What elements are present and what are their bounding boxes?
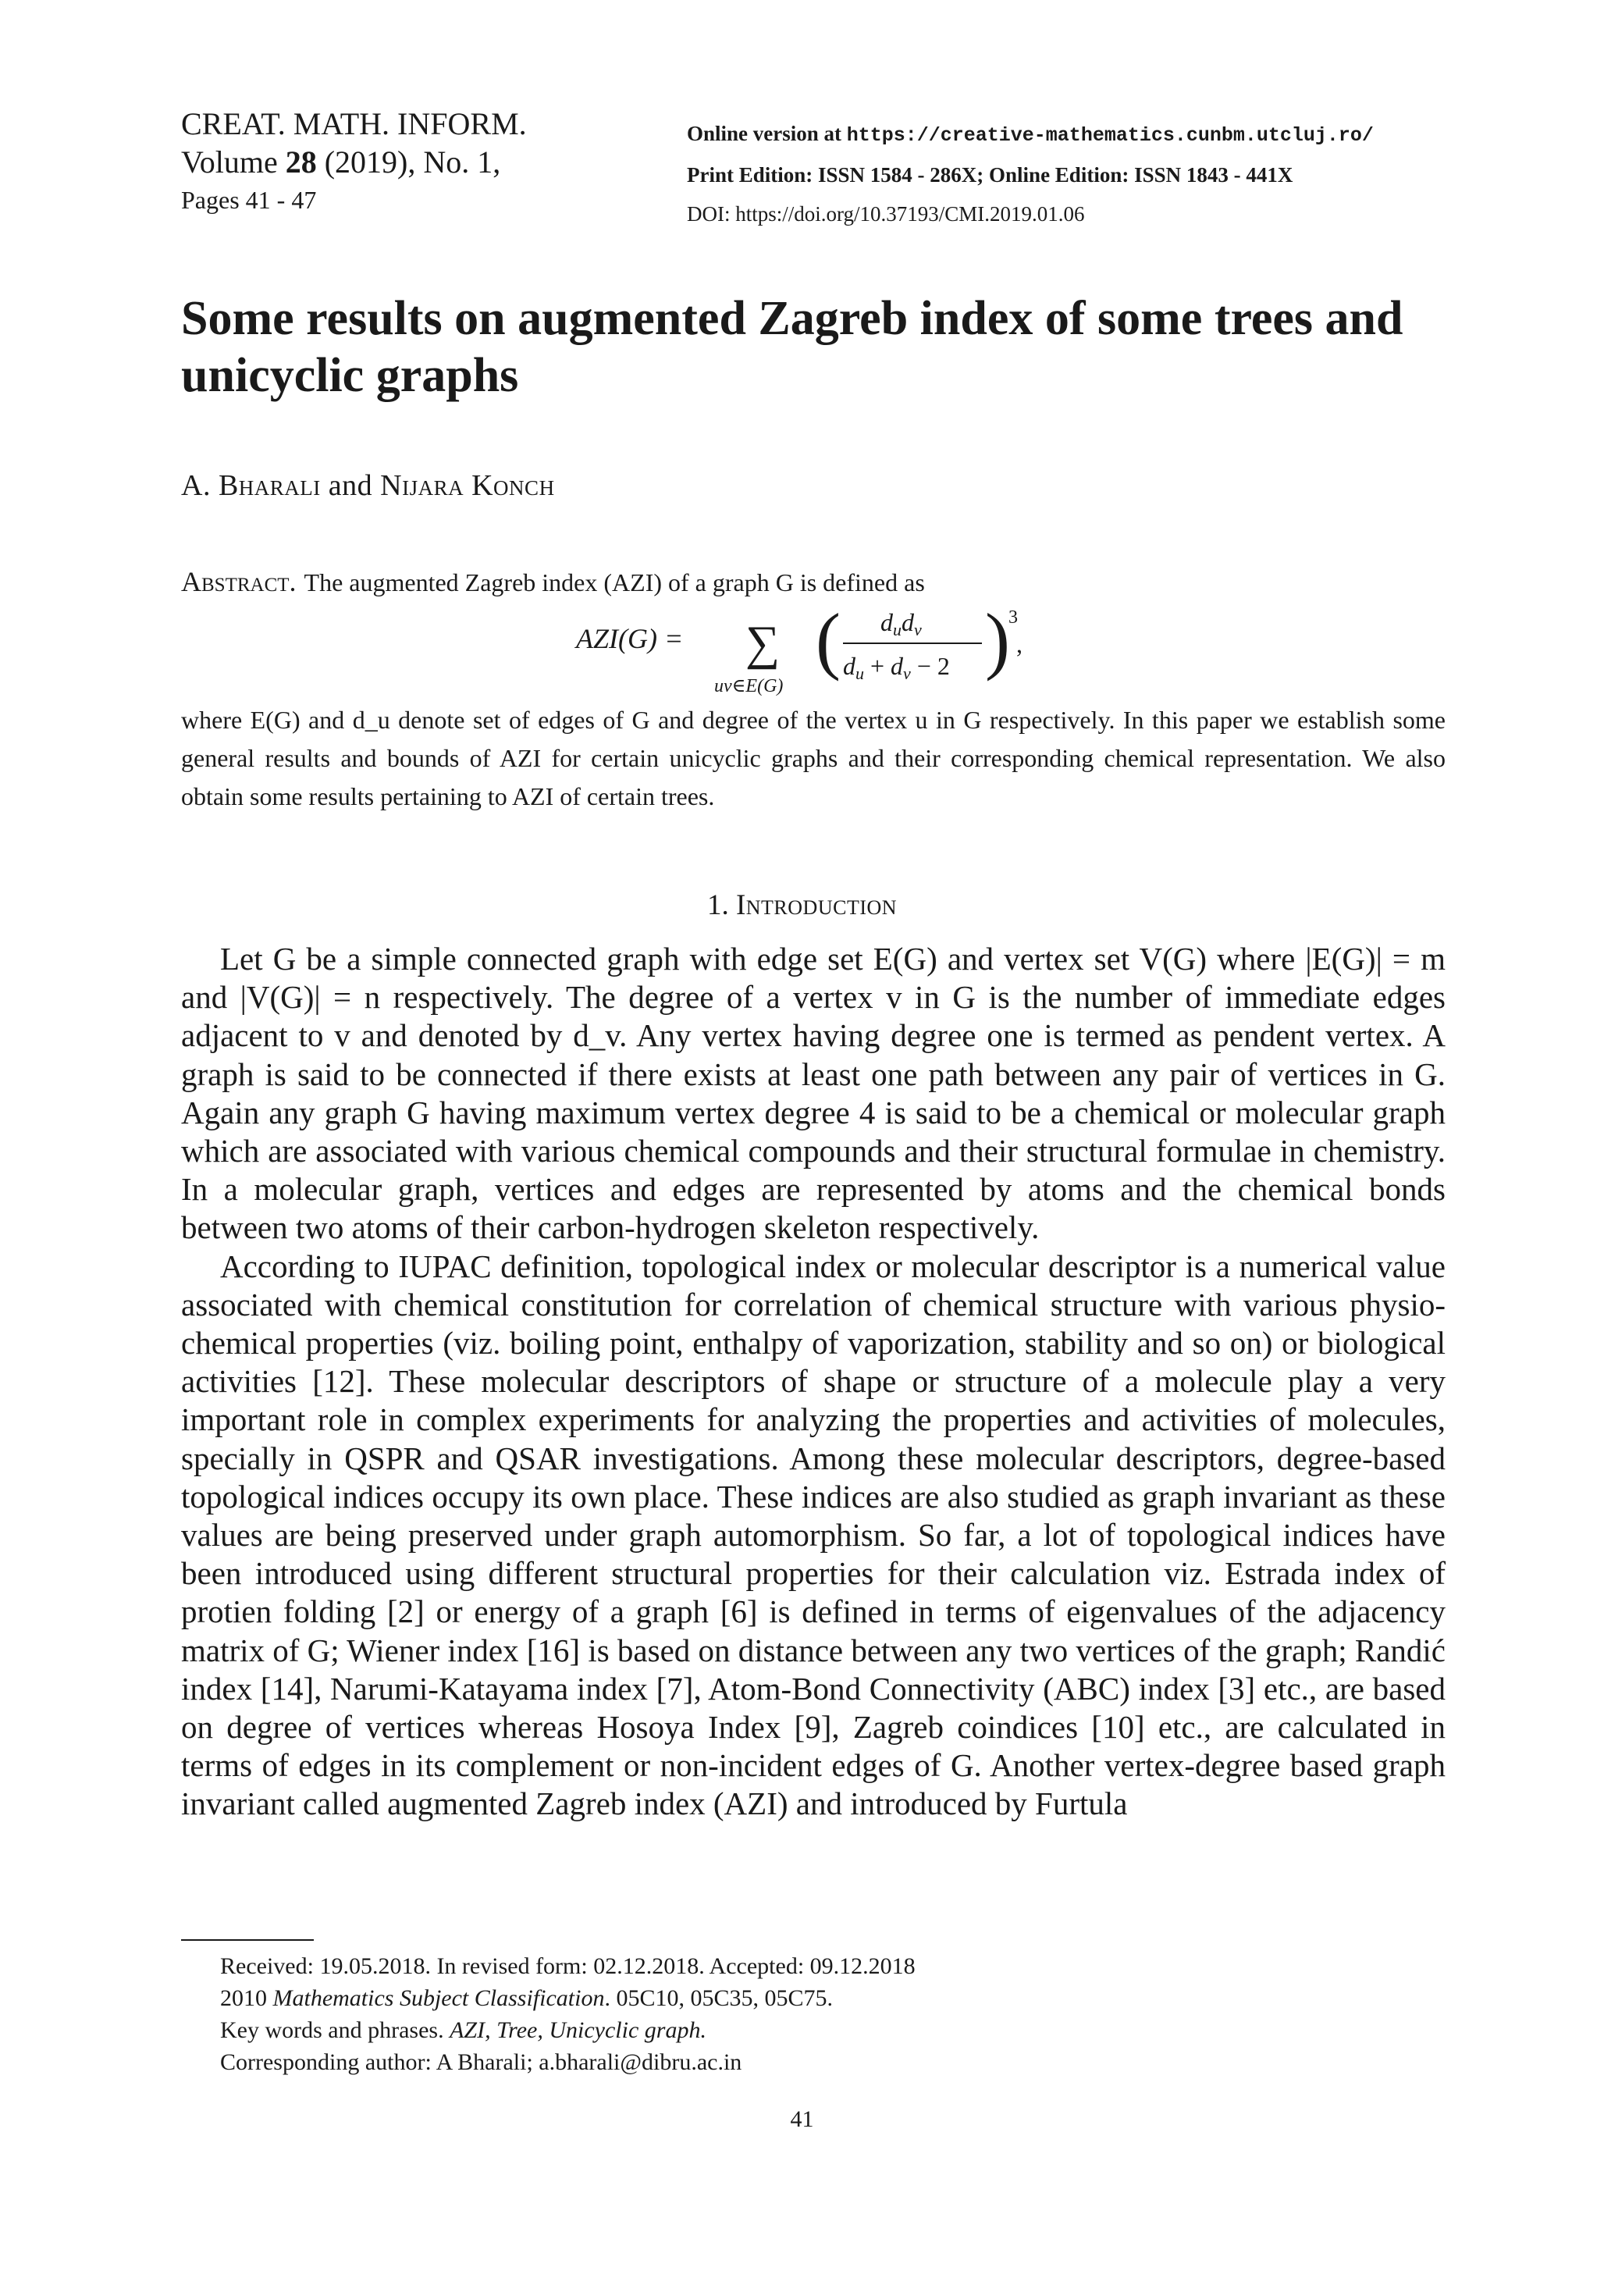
doi-line[interactable]: DOI: https://doi.org/10.37193/CMI.2019.01.06 [687, 202, 1085, 226]
msc-classification: 2010 Mathematics Subject Classification. 05C10, 05C35, 05C75. [220, 1985, 833, 2011]
formula-sum-sub: uv∈E(G) [714, 676, 784, 696]
received-dates: Received: 19.05.2018. In revised form: 02.12.2018. Accepted: 09.12.2018 [220, 1953, 916, 1979]
journal-pages: Pages 41 - 47 [181, 186, 317, 214]
online-url-link[interactable]: https://creative-mathematics.cunbm.utcluj.ro/ [846, 124, 1374, 147]
author-konch: Nijara Konch [380, 469, 555, 502]
author-bharali: Bharali [218, 469, 321, 502]
section-heading: 1. Introduction [706, 889, 898, 921]
keywords: Key words and phrases. AZI, Tree, Unicyclic graph. [220, 2017, 706, 2043]
footnote-rule [181, 1939, 314, 1941]
journal-header [181, 105, 527, 219]
abstract-body: where E(G) and d_u denote set of edges of G and degree of the vertex u in G respectively. In this paper we establish some general results and bounds of AZI for certain unicyclic graphs and their corresponding chemical representation. We also obtain some results pertaining to AZI of certain trees. [181, 706, 1446, 810]
abstract-intro [181, 565, 925, 598]
formula-trailing: , [1016, 630, 1023, 658]
paper-title: Some results on augmented Zagreb index of some trees and unicyclic graphs [181, 292, 1403, 402]
sum-symbol: ∑ [745, 617, 781, 670]
formula-exponent: 3 [1008, 609, 1018, 628]
formula-numerator: dudv [880, 609, 922, 639]
abstract-first-line: The augmented Zagreb index (AZI) of a graph G is defined as [304, 568, 925, 596]
introduction-body [181, 940, 1446, 1824]
authors: A. Bharali and Nijara Konch [181, 469, 555, 502]
footnotes [220, 1950, 916, 2078]
page-number: 41 [790, 2106, 814, 2132]
left-paren: ( [816, 609, 841, 682]
paragraph: Let G be a simple connected graph with edge set E(G) and vertex set V(G) where |E(G)| = m and |V(G)| = n respectively. The degree of a vertex v in G is the number of immediate edges adjacent to v and denoted by d_v. Any vertex having degree one is termed as pendent vertex. A graph is said to be connected if there exists at least one path between any pair of vertices in G. Again any graph G having maximum vertex degree 4 is said to be a chemical or molecular graph which are associated with various chemical compounds and their structural formulae in chemistry. In a molecular graph, vertices and edges are represented by atoms and the chemical bonds between two atoms of their carbon-hydrogen skeleton respectively. [181, 941, 1446, 1246]
publication-info [687, 114, 1374, 233]
formula-lhs: AZI(G) = [576, 623, 684, 654]
journal-name: CREAT. MATH. INFORM. [181, 106, 527, 141]
corresponding-author: Corresponding author: A Bharali; a.bharali@dibru.ac.in [220, 2049, 742, 2075]
right-paren: ) [985, 609, 1010, 682]
azi-formula [0, 609, 1604, 703]
issn-line: Print Edition: ISSN 1584 - 286X; Online Edition: ISSN 1843 - 441X [687, 163, 1293, 187]
formula-denominator: du + dv − 2 [843, 652, 950, 683]
abstract-label: Abstract. [181, 566, 297, 597]
journal-volume: Volume 28 (2019), No. 1, [181, 144, 501, 180]
paragraph: According to IUPAC definition, topological index or molecular descriptor is a numerical value associated with chemical constitution for correlation of chemical structure with various physio-chemical properties (viz. boiling point, enthalpy of vaporization, stability and so on) or biological activities [12]. These molecular descriptors of shape or structure of a molecule play a very important role in complex experiments for analyzing the properties and activities of molecules, specially in QSPR and QSAR investigations. Among these molecular descriptors, degree-based topological indices occupy its own place. These indices are also studied as graph invariant as these values are being preserved under graph automorphism. So far, a lot of topological indices have been introduced using different structural properties for their calculation viz. Estrada index of protien folding [2] or energy of a graph [6] is defined in terms of eigenvalues of the adjacency matrix of G; Wiener index [16] is based on distance between any two vertices of the graph; Randić index [14], Narumi-Katayama index [7], Atom-Bond Connectivity (ABC) index [3] etc., are based on degree of vertices whereas Hosoya Index [9], Zagreb coindices [10] etc., are calculated in terms of edges in its complement or non-incident edges of G. Another vertex-degree based graph invariant called augmented Zagreb index (AZI) and introduced by Furtula [181, 1248, 1446, 1822]
online-version: Online version at https://creative-mathematics.cunbm.utcluj.ro/ [687, 122, 1374, 147]
